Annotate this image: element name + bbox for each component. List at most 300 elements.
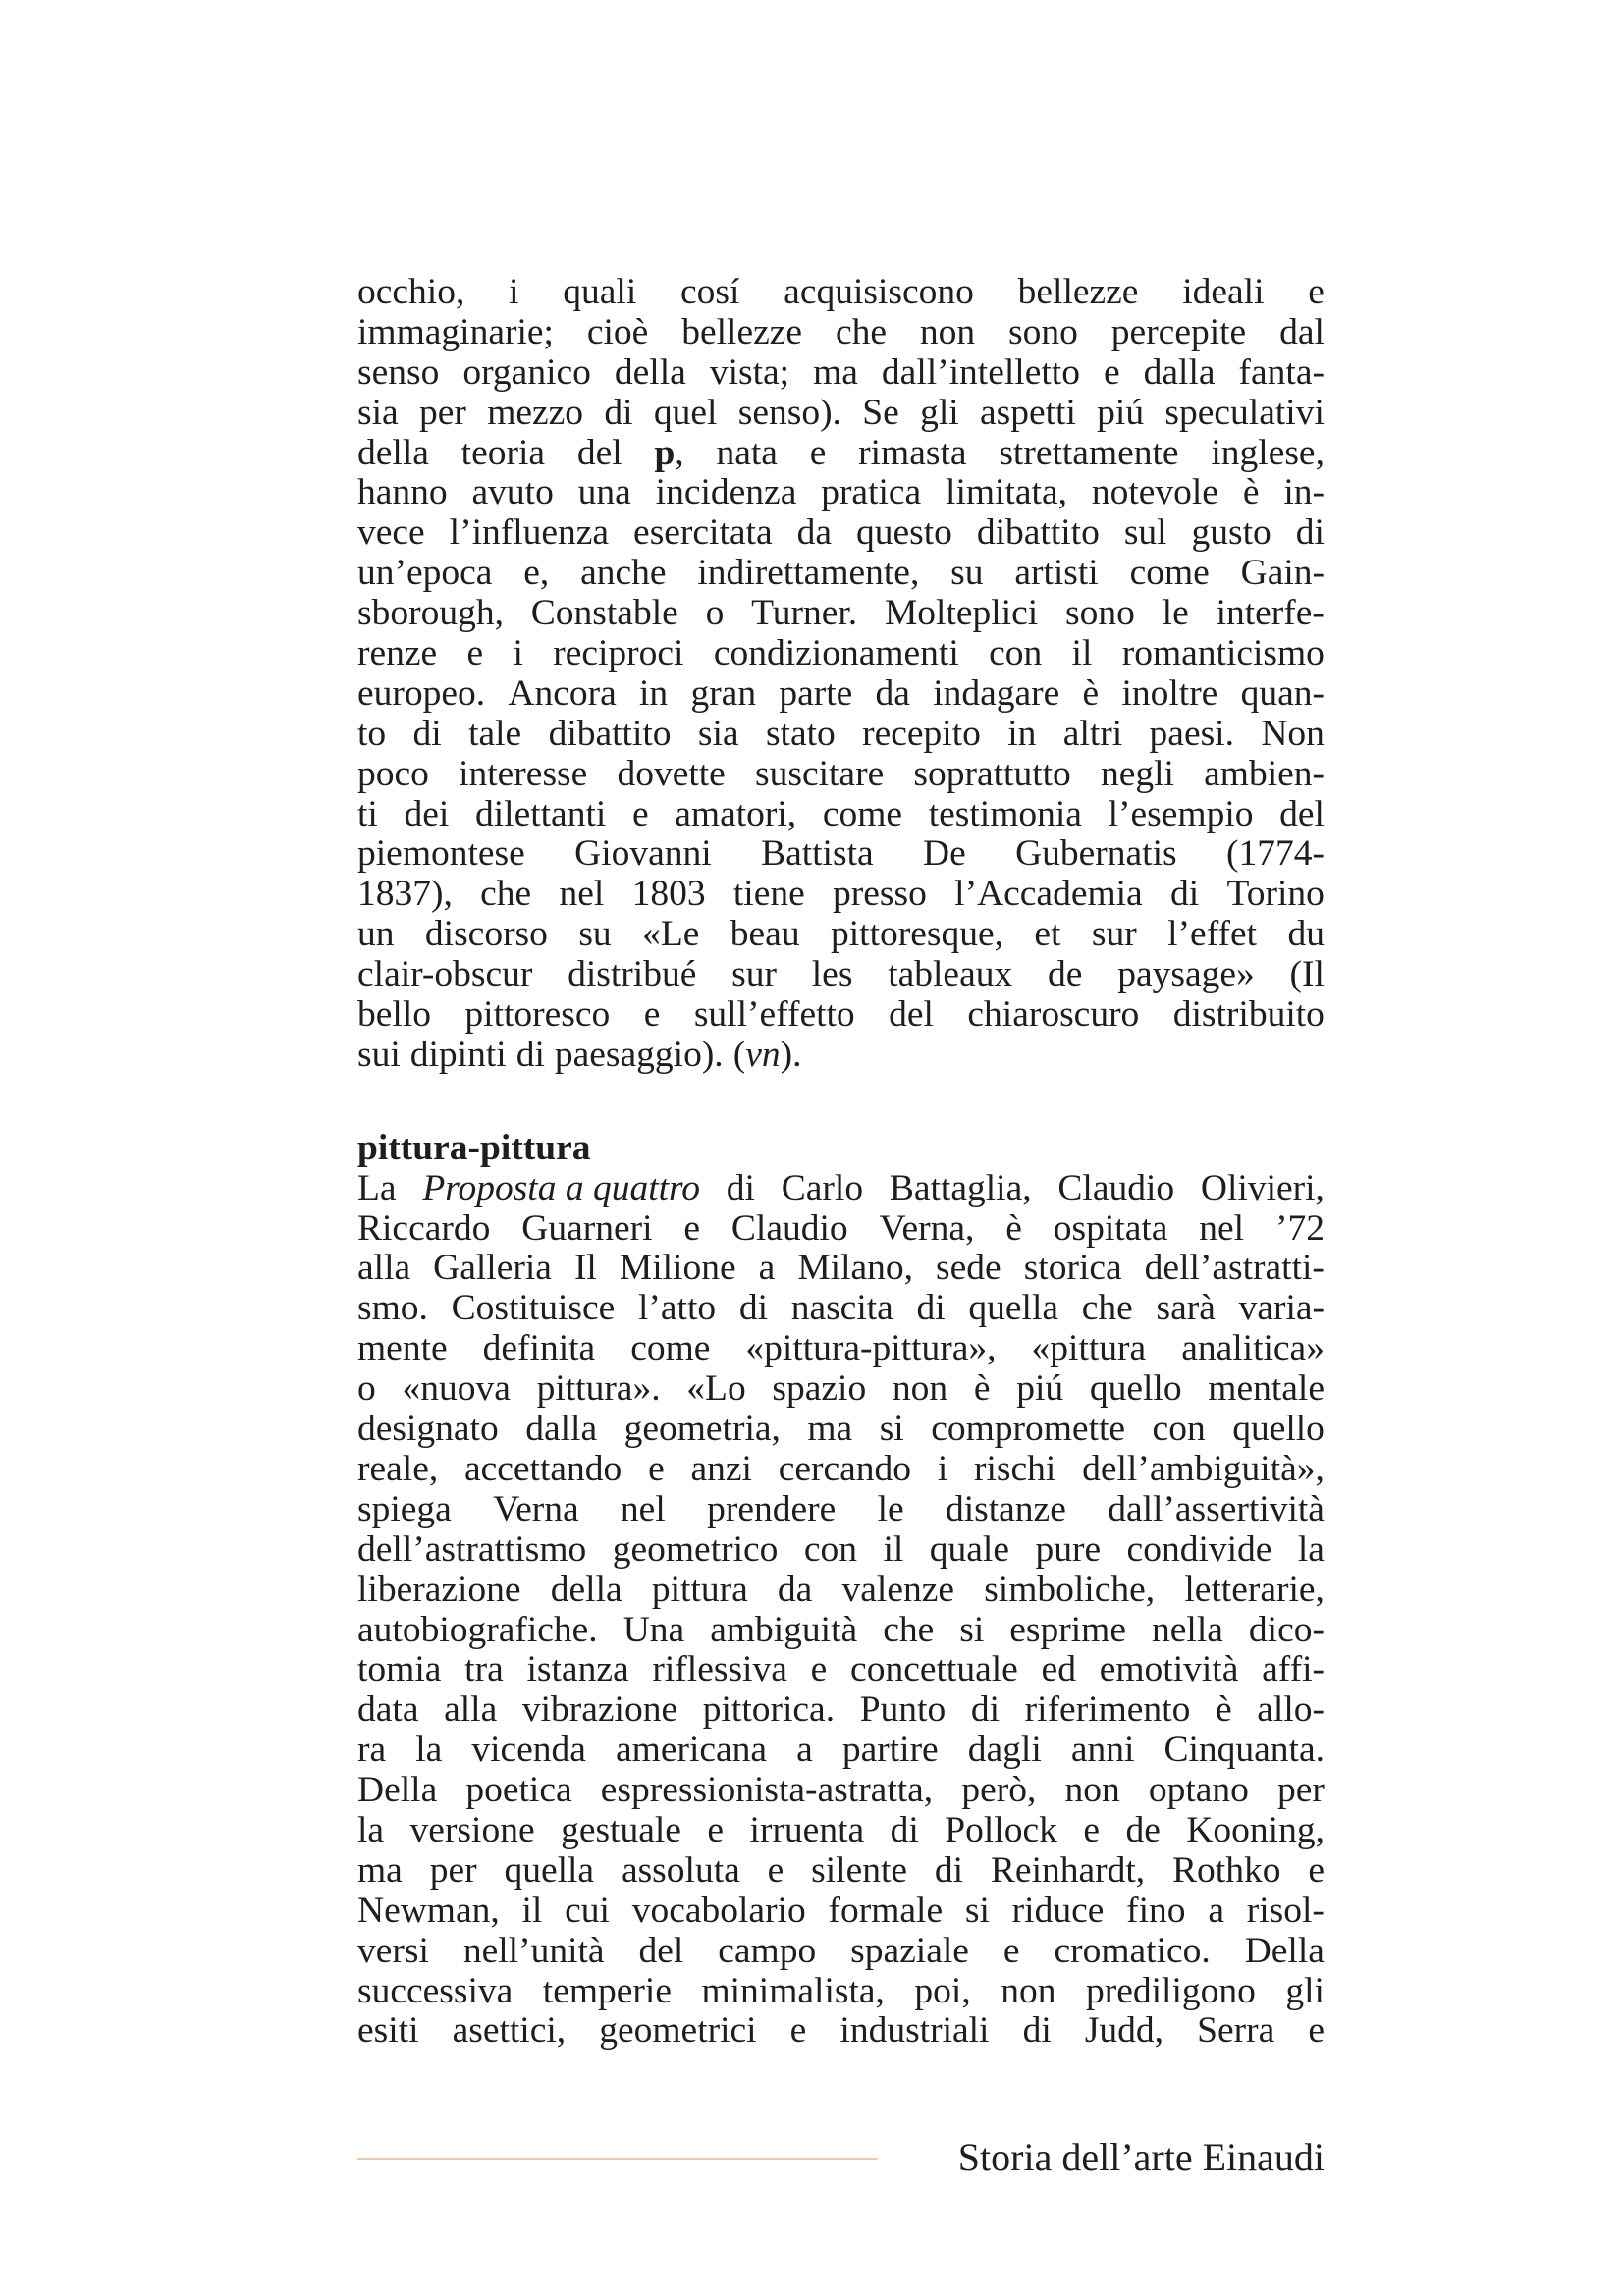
word: artisti xyxy=(1014,553,1099,594)
word: amatori, xyxy=(675,793,797,834)
word: les xyxy=(811,954,853,995)
word: e xyxy=(789,2010,807,2052)
word: con xyxy=(803,1528,858,1570)
word: per xyxy=(1277,1770,1325,1811)
text-line xyxy=(357,715,1325,755)
word: inoltre xyxy=(1121,672,1218,714)
word: ma xyxy=(357,1849,403,1891)
word: vocabolario xyxy=(631,1890,806,1931)
word: in xyxy=(639,672,669,714)
word: i xyxy=(513,633,523,674)
word: valenze xyxy=(841,1569,955,1610)
word: et xyxy=(1034,914,1061,955)
word: di xyxy=(970,1689,1001,1731)
word: la xyxy=(357,1809,385,1850)
word: è xyxy=(1242,472,1260,513)
word: bellezze xyxy=(1017,272,1139,312)
word: una xyxy=(577,472,631,513)
word: di xyxy=(916,1288,946,1329)
word: o xyxy=(705,593,725,634)
word: piú xyxy=(1016,1368,1064,1410)
text-column xyxy=(357,273,1325,2052)
word: a xyxy=(758,1248,776,1289)
word: Milione xyxy=(619,1248,736,1289)
word: dalla xyxy=(525,1409,598,1450)
text-line xyxy=(357,875,1325,915)
word: sul xyxy=(1123,512,1167,554)
word: anzi xyxy=(690,1448,752,1489)
word: dal xyxy=(1279,311,1325,352)
text-line xyxy=(357,1530,1325,1571)
word: di xyxy=(604,392,633,433)
word: dovette xyxy=(617,753,726,794)
word: de xyxy=(1125,1809,1161,1850)
word: la xyxy=(415,1730,443,1771)
word: di xyxy=(515,1034,545,1075)
word: designato xyxy=(357,1409,499,1450)
word: ti xyxy=(357,793,378,834)
word: dipinti xyxy=(409,1034,507,1075)
word: (Il xyxy=(1289,954,1325,995)
text-line xyxy=(357,1972,1325,2012)
word: nel xyxy=(1199,1207,1245,1249)
word: e xyxy=(1083,1809,1100,1850)
word: sborough, xyxy=(357,593,504,634)
word: dalla xyxy=(1143,351,1216,393)
word: acquisiscono xyxy=(784,272,974,312)
word: Verna xyxy=(493,1488,579,1529)
word: paesi. xyxy=(1149,713,1234,754)
word: e xyxy=(1103,351,1120,393)
word: esercitata xyxy=(633,512,773,554)
word: di xyxy=(726,1167,755,1208)
word: dell’astratti- xyxy=(1144,1248,1325,1289)
word: dibattito xyxy=(976,512,1100,554)
word: i xyxy=(509,272,519,312)
word: come xyxy=(630,1328,711,1369)
word: pittura xyxy=(651,1569,748,1610)
word: e xyxy=(466,633,484,674)
word: autobiografiche. xyxy=(357,1609,598,1650)
text-line xyxy=(357,394,1325,434)
word: 1803 xyxy=(631,874,706,915)
word: Gubernatis xyxy=(1015,833,1177,875)
word: e xyxy=(767,1849,784,1891)
word: e xyxy=(707,1809,725,1850)
word: speculativi xyxy=(1164,392,1325,433)
word: irruenta xyxy=(749,1809,865,1850)
word: mezzo xyxy=(487,392,584,433)
word: ma xyxy=(813,351,858,393)
word: in xyxy=(1007,713,1037,754)
word: è xyxy=(1215,1689,1232,1731)
word: di xyxy=(738,1288,768,1329)
word: Riccardo xyxy=(357,1207,491,1249)
text-line xyxy=(357,1811,1325,1851)
word: allo- xyxy=(1257,1689,1325,1731)
word: da xyxy=(777,1569,813,1610)
word: cromatico. xyxy=(1054,1930,1211,1971)
word: si xyxy=(879,1409,904,1450)
word: dilettanti xyxy=(474,793,607,834)
word: Costituisce xyxy=(451,1288,616,1329)
text-line xyxy=(357,955,1325,995)
word: dagli xyxy=(967,1730,1042,1771)
word: affi- xyxy=(1262,1649,1325,1690)
word: smo. xyxy=(357,1288,428,1329)
word: temperie xyxy=(542,1970,672,2011)
word: su xyxy=(578,914,612,955)
text-line xyxy=(357,674,1325,715)
word: le xyxy=(877,1488,904,1529)
word: americana xyxy=(616,1730,768,1771)
word: il xyxy=(521,1890,543,1931)
word: La xyxy=(357,1167,397,1208)
word: pure xyxy=(1035,1528,1102,1570)
word: «pittura xyxy=(1031,1328,1147,1369)
word: (vn). xyxy=(732,1034,802,1075)
word: che xyxy=(835,311,887,352)
text-line xyxy=(357,1892,1325,1932)
word: Claudio xyxy=(730,1207,848,1249)
word: Kooning, xyxy=(1186,1809,1325,1850)
word: di xyxy=(1169,874,1200,915)
word: senso). xyxy=(737,392,841,433)
word: interesse xyxy=(459,753,588,794)
word: definita xyxy=(482,1328,596,1369)
word: mente xyxy=(357,1328,448,1369)
word: quella xyxy=(968,1288,1059,1329)
word: l’esempio xyxy=(1108,793,1254,834)
word: Ancora xyxy=(508,672,617,714)
word: esprime xyxy=(1009,1609,1126,1650)
word: con xyxy=(1152,1409,1206,1450)
word: Una xyxy=(622,1609,685,1650)
word: quel xyxy=(653,392,718,433)
word: quali xyxy=(563,272,637,312)
word: riflessiva xyxy=(652,1649,787,1690)
word: sono xyxy=(1008,311,1078,352)
word: espressionista-astratta, xyxy=(600,1770,934,1811)
entry-heading: pittura-pittura xyxy=(357,1127,591,1168)
word: come xyxy=(1129,553,1210,594)
text-line xyxy=(357,1249,1325,1289)
word: Non xyxy=(1261,713,1325,754)
word: cercando xyxy=(778,1448,912,1489)
word: cosí xyxy=(680,272,740,312)
word: gusto xyxy=(1191,512,1271,554)
text-line xyxy=(357,834,1325,875)
word: spazio xyxy=(772,1368,867,1410)
page-footer xyxy=(357,2130,1325,2185)
word: occhio, xyxy=(357,272,465,312)
word: si xyxy=(959,1609,985,1650)
word: quello xyxy=(1232,1409,1325,1450)
word: sede xyxy=(936,1248,1001,1289)
word: è xyxy=(1005,1207,1022,1249)
word: hanno xyxy=(357,472,448,513)
text-line xyxy=(357,313,1325,353)
word: nell’unità xyxy=(462,1930,605,1971)
word: poi, xyxy=(914,1970,971,2011)
word: versi xyxy=(357,1930,429,1971)
text-line xyxy=(357,1731,1325,1771)
word: quello xyxy=(1089,1368,1182,1410)
paragraph-pittoresco xyxy=(357,273,1325,1076)
word: beau xyxy=(730,914,800,955)
word: versione xyxy=(409,1809,535,1850)
word: e, xyxy=(523,553,550,594)
text-line xyxy=(357,2011,1325,2052)
word: Reinhardt, xyxy=(990,1849,1146,1891)
word: fino xyxy=(1126,1890,1186,1931)
word: gestuale xyxy=(561,1809,681,1850)
word: «Le xyxy=(642,914,700,955)
word: dei xyxy=(404,793,450,834)
word: i xyxy=(937,1448,948,1489)
word: che xyxy=(480,874,532,915)
word: geometrici xyxy=(599,2010,757,2052)
word: «nuova xyxy=(402,1368,511,1410)
text-line xyxy=(357,1209,1325,1250)
word: dibattito xyxy=(548,713,672,754)
word: varia- xyxy=(1238,1288,1325,1329)
word: sarà xyxy=(1156,1288,1216,1329)
word: di xyxy=(890,1809,919,1850)
text-line xyxy=(357,1771,1325,1811)
word: p, xyxy=(654,432,684,473)
word: Claudio xyxy=(1057,1167,1175,1208)
word: silente xyxy=(811,1849,908,1891)
word: sur xyxy=(1091,914,1137,955)
word: chiaroscuro xyxy=(967,994,1140,1036)
paragraph-pittura-pittura xyxy=(357,1169,1325,2053)
word: avuto xyxy=(471,472,554,513)
word: clair-obscur xyxy=(357,954,533,995)
word: poco xyxy=(357,753,429,794)
word: tale xyxy=(468,713,522,754)
word: Se xyxy=(862,392,899,433)
word: stato xyxy=(765,713,836,754)
word: non xyxy=(1001,1970,1056,2011)
word: l’influenza xyxy=(449,512,610,554)
word: rischi xyxy=(974,1448,1056,1489)
word: paysage» xyxy=(1117,954,1255,995)
word: campo xyxy=(718,1930,817,1971)
word: presso xyxy=(833,874,927,915)
word: piú xyxy=(1097,392,1145,433)
text-line xyxy=(357,1450,1325,1490)
word: nata xyxy=(716,432,778,473)
word: non xyxy=(1064,1770,1120,1811)
word: a xyxy=(1208,1890,1224,1931)
word: ra xyxy=(357,1730,387,1771)
text-line xyxy=(357,594,1325,634)
word: di xyxy=(934,1849,964,1891)
word: il xyxy=(1071,633,1093,674)
word: alla xyxy=(357,1248,411,1289)
word: Judd, xyxy=(1084,2010,1164,2052)
word: da xyxy=(796,512,832,554)
word: condivide xyxy=(1126,1528,1272,1570)
word: incidenza xyxy=(655,472,797,513)
word: del xyxy=(638,1930,684,1971)
word: data xyxy=(357,1689,419,1731)
word: assoluta xyxy=(621,1849,740,1891)
word: simboliche, xyxy=(984,1569,1156,1610)
word: l’Accademia xyxy=(954,874,1143,915)
word: quella xyxy=(504,1849,595,1891)
word: ospitata xyxy=(1053,1207,1168,1249)
word: gli xyxy=(920,392,959,433)
word: a xyxy=(796,1730,813,1771)
word: un’epoca xyxy=(357,553,493,594)
word: e xyxy=(1308,272,1325,312)
word: pittorica. xyxy=(702,1689,836,1731)
word: dico- xyxy=(1248,1609,1325,1650)
word: discorso xyxy=(424,914,548,955)
word: du xyxy=(1287,914,1325,955)
text-line xyxy=(357,795,1325,835)
text-line xyxy=(357,1410,1325,1450)
word: vicenda xyxy=(471,1730,586,1771)
word: l’atto xyxy=(637,1288,717,1329)
text-line xyxy=(357,1369,1325,1410)
word: vibrazione xyxy=(521,1689,678,1731)
word: suscitare xyxy=(755,753,885,794)
word: sono xyxy=(1065,593,1135,634)
word: dall’assertività xyxy=(1108,1488,1325,1529)
word: sui xyxy=(357,1034,401,1075)
word: limitata, xyxy=(946,472,1067,513)
word: nel xyxy=(559,874,605,915)
word: reale, xyxy=(357,1448,439,1489)
word: Guarneri xyxy=(521,1207,653,1249)
word: ’72 xyxy=(1274,1207,1325,1249)
word: asettici, xyxy=(452,2010,567,2052)
word: Carlo xyxy=(781,1167,864,1208)
word: gli xyxy=(1285,1970,1325,2011)
word: Turner. xyxy=(751,593,858,634)
text-line xyxy=(357,273,1325,313)
word: risol- xyxy=(1246,1890,1325,1931)
word: del xyxy=(1279,793,1325,834)
word: negli xyxy=(1100,753,1174,794)
word: il xyxy=(883,1528,904,1570)
word: per xyxy=(429,1849,477,1891)
word: tableaux xyxy=(888,954,1013,995)
word: aspetti xyxy=(979,392,1076,433)
word: e xyxy=(631,793,649,834)
word: del xyxy=(576,432,622,473)
word: della xyxy=(357,432,429,473)
word: reciproci xyxy=(553,633,684,674)
text-line xyxy=(357,513,1325,554)
text-line xyxy=(357,1611,1325,1651)
word: tomia xyxy=(357,1649,442,1690)
word: del xyxy=(889,994,934,1036)
word: prediligono xyxy=(1085,1970,1256,2011)
word: 1837), xyxy=(357,874,453,915)
word: Gain- xyxy=(1240,553,1325,594)
word: la xyxy=(1297,1528,1325,1570)
word: pratica xyxy=(821,472,922,513)
word: senso xyxy=(357,351,440,393)
word: compromette xyxy=(931,1409,1126,1450)
word: parte xyxy=(779,672,853,714)
word: sia xyxy=(357,392,399,433)
text-line xyxy=(357,1289,1325,1329)
word: Battista xyxy=(761,833,874,875)
word: spaziale xyxy=(850,1930,969,1971)
word: renze xyxy=(357,633,438,674)
word: condizionamenti xyxy=(713,633,959,674)
word: poetica xyxy=(465,1770,572,1811)
text-line xyxy=(357,995,1325,1036)
word: ma xyxy=(807,1409,853,1450)
word: nascita xyxy=(790,1288,893,1329)
word: industriali xyxy=(839,2010,990,2052)
word: distribuito xyxy=(1172,994,1325,1036)
word: questo xyxy=(855,512,952,554)
word: su xyxy=(950,553,984,594)
text-line xyxy=(357,434,1325,474)
word: Il xyxy=(573,1248,597,1289)
word: romanticismo xyxy=(1121,633,1325,674)
word: europeo. xyxy=(357,672,486,714)
word: geometria, xyxy=(623,1409,781,1450)
word: emotività xyxy=(1099,1649,1239,1690)
word: fanta- xyxy=(1238,351,1325,393)
text-line xyxy=(357,1329,1325,1369)
word: però, xyxy=(961,1770,1037,1811)
word: Milano, xyxy=(797,1248,914,1289)
word: è xyxy=(1082,672,1100,714)
word: è xyxy=(973,1368,991,1410)
word: cioè xyxy=(586,311,649,352)
word: partire xyxy=(841,1730,939,1771)
text-line xyxy=(357,353,1325,394)
word: di xyxy=(1022,2010,1052,2052)
word: istanza xyxy=(526,1649,629,1690)
word: Verna, xyxy=(879,1207,975,1249)
word: sia xyxy=(697,713,739,754)
word: vece xyxy=(357,512,425,554)
word: letterarie, xyxy=(1184,1569,1325,1610)
word: paesaggio). xyxy=(554,1034,724,1075)
word: rimasta xyxy=(858,432,967,473)
word: Cinquanta. xyxy=(1163,1730,1325,1771)
word: riferimento xyxy=(1024,1689,1191,1731)
word: De xyxy=(922,833,966,875)
word: alla xyxy=(444,1689,498,1731)
text-line xyxy=(357,1490,1325,1530)
text-line xyxy=(357,1650,1325,1690)
word: e xyxy=(809,432,827,473)
word: anche xyxy=(580,553,667,594)
word: Serra xyxy=(1197,2010,1275,2052)
word: di xyxy=(1295,512,1325,554)
word: Galleria xyxy=(433,1248,552,1289)
word: liberazione xyxy=(357,1569,521,1610)
word: pittura». xyxy=(536,1368,661,1410)
word: Newman, xyxy=(357,1890,500,1931)
word: le xyxy=(1162,593,1189,634)
word: distribué xyxy=(568,954,697,995)
word: storica xyxy=(1023,1248,1122,1289)
word: interfe- xyxy=(1216,593,1325,634)
word: soprattutto xyxy=(913,753,1071,794)
